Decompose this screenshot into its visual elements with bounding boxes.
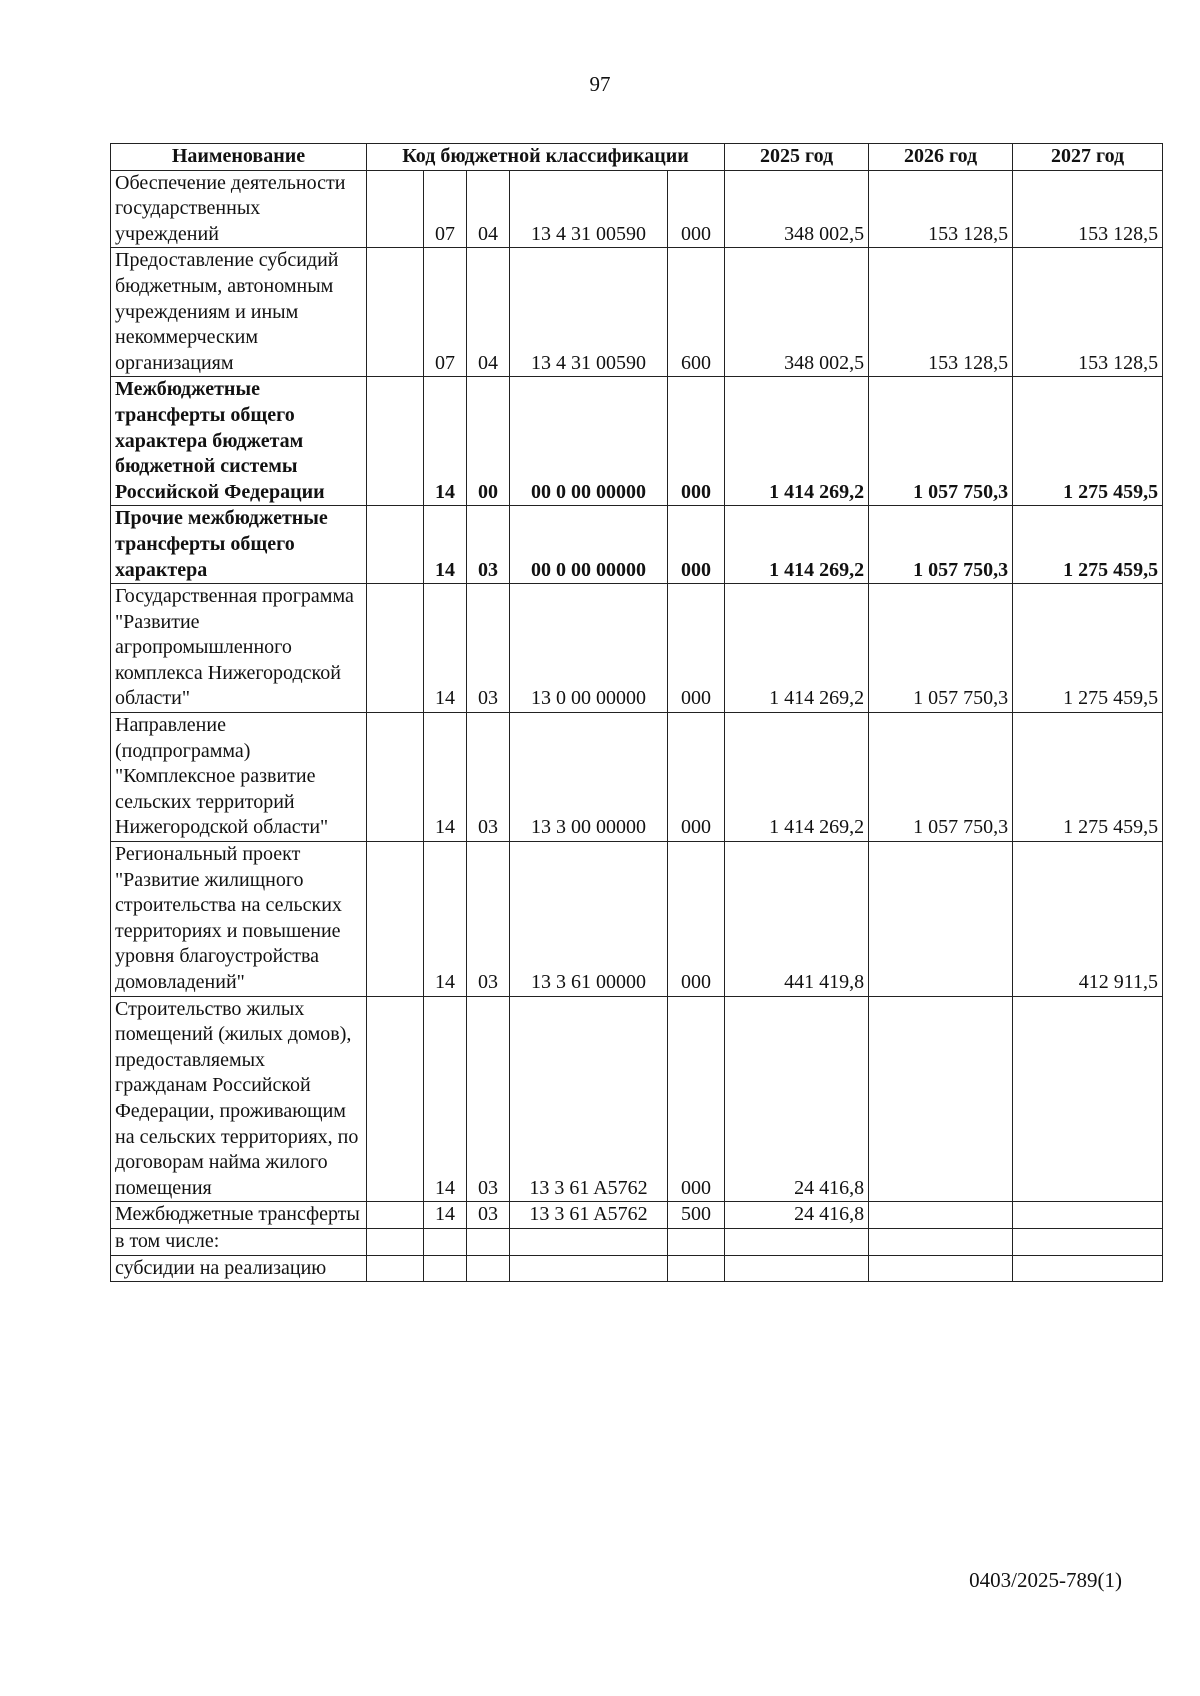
code-part-1 — [367, 1255, 424, 1282]
code-expense-type: 000 — [668, 170, 725, 248]
value-2027: 1 275 459,5 — [1013, 713, 1163, 842]
code-part-1 — [367, 248, 424, 377]
row-name: Предоставление субсидий бюджетным, автономным учреждениям и иным некоммерческим организациям — [111, 248, 367, 377]
row-name: субсидии на реализацию — [111, 1255, 367, 1282]
table-row — [111, 377, 1163, 506]
code-section: 14 — [424, 506, 467, 584]
table-row — [111, 506, 1163, 584]
value-2025 — [725, 1228, 869, 1255]
value-2027: 1 275 459,5 — [1013, 377, 1163, 506]
code-target-article: 13 3 00 00000 — [510, 713, 668, 842]
code-subsection: 03 — [467, 506, 510, 584]
value-2026 — [869, 842, 1013, 997]
code-target-article — [510, 1228, 668, 1255]
code-part-1 — [367, 377, 424, 506]
value-2027: 412 911,5 — [1013, 842, 1163, 997]
value-2026: 1 057 750,3 — [869, 506, 1013, 584]
code-subsection: 03 — [467, 1202, 510, 1229]
code-target-article: 00 0 00 00000 — [510, 377, 668, 506]
row-name: Региональный проект "Развитие жилищного строительства на сельских территориях и повышение уровня благоустройства домовладений" — [111, 842, 367, 997]
code-subsection: 03 — [467, 842, 510, 997]
value-2025: 441 419,8 — [725, 842, 869, 997]
value-2026: 1 057 750,3 — [869, 584, 1013, 713]
code-subsection — [467, 1228, 510, 1255]
code-part-1 — [367, 713, 424, 842]
value-2026 — [869, 1228, 1013, 1255]
value-2026 — [869, 996, 1013, 1202]
table-row — [111, 170, 1163, 248]
code-section: 14 — [424, 377, 467, 506]
code-target-article: 13 3 61 A5762 — [510, 1202, 668, 1229]
table-row — [111, 842, 1163, 997]
header-2026: 2026 год — [869, 144, 1013, 171]
row-name: Межбюджетные трансферты общего характера бюджетам бюджетной системы Российской Федерации — [111, 377, 367, 506]
table-row — [111, 1255, 1163, 1282]
value-2026: 153 128,5 — [869, 170, 1013, 248]
code-section: 07 — [424, 170, 467, 248]
row-name: Прочие межбюджетные трансферты общего характера — [111, 506, 367, 584]
header-name: Наименование — [111, 144, 367, 171]
value-2025: 24 416,8 — [725, 996, 869, 1202]
value-2027: 1 275 459,5 — [1013, 584, 1163, 713]
code-section — [424, 1255, 467, 1282]
code-part-1 — [367, 584, 424, 713]
value-2026: 153 128,5 — [869, 248, 1013, 377]
value-2026: 1 057 750,3 — [869, 377, 1013, 506]
value-2027: 153 128,5 — [1013, 248, 1163, 377]
value-2026 — [869, 1255, 1013, 1282]
code-target-article: 13 3 61 A5762 — [510, 996, 668, 1202]
row-name: Государственная программа "Развитие агропромышленного комплекса Нижегородской области" — [111, 584, 367, 713]
code-target-article: 00 0 00 00000 — [510, 506, 668, 584]
code-section: 14 — [424, 584, 467, 713]
header-code: Код бюджетной классификации — [367, 144, 725, 171]
code-section: 07 — [424, 248, 467, 377]
code-section — [424, 1228, 467, 1255]
budget-table — [110, 143, 1163, 1282]
row-name: Строительство жилых помещений (жилых домов), предоставляемых гражданам Российской Федерации, проживающим на сельских территориях, по договорам найма жилого помещения — [111, 996, 367, 1202]
value-2025: 348 002,5 — [725, 170, 869, 248]
value-2026 — [869, 1202, 1013, 1229]
code-expense-type: 000 — [668, 377, 725, 506]
table-row — [111, 713, 1163, 842]
value-2027 — [1013, 1202, 1163, 1229]
code-target-article: 13 0 00 00000 — [510, 584, 668, 713]
row-name: Направление (подпрограмма) "Комплексное развитие сельских территорий Нижегородской области" — [111, 713, 367, 842]
row-name: Межбюджетные трансферты — [111, 1202, 367, 1229]
value-2025: 348 002,5 — [725, 248, 869, 377]
value-2025: 1 414 269,2 — [725, 377, 869, 506]
value-2025: 1 414 269,2 — [725, 713, 869, 842]
table-header-row — [111, 144, 1163, 171]
table-row — [111, 1228, 1163, 1255]
code-expense-type — [668, 1228, 725, 1255]
value-2025: 1 414 269,2 — [725, 506, 869, 584]
code-subsection: 03 — [467, 996, 510, 1202]
value-2027: 153 128,5 — [1013, 170, 1163, 248]
code-expense-type: 500 — [668, 1202, 725, 1229]
code-section: 14 — [424, 996, 467, 1202]
code-expense-type — [668, 1255, 725, 1282]
value-2026: 1 057 750,3 — [869, 713, 1013, 842]
code-subsection: 03 — [467, 713, 510, 842]
value-2025: 24 416,8 — [725, 1202, 869, 1229]
document-code: 0403/2025-789(1) — [969, 1568, 1122, 1592]
table-row — [111, 996, 1163, 1202]
value-2027 — [1013, 1255, 1163, 1282]
code-part-1 — [367, 996, 424, 1202]
row-name: в том числе: — [111, 1228, 367, 1255]
code-target-article — [510, 1255, 668, 1282]
code-part-1 — [367, 1228, 424, 1255]
code-section: 14 — [424, 713, 467, 842]
header-2025: 2025 год — [725, 144, 869, 171]
code-part-1 — [367, 842, 424, 997]
value-2027 — [1013, 996, 1163, 1202]
table-row — [111, 248, 1163, 377]
value-2025 — [725, 1255, 869, 1282]
code-expense-type: 000 — [668, 506, 725, 584]
code-target-article: 13 4 31 00590 — [510, 248, 668, 377]
code-part-1 — [367, 170, 424, 248]
code-expense-type: 000 — [668, 713, 725, 842]
header-2027: 2027 год — [1013, 144, 1163, 171]
code-subsection: 04 — [467, 170, 510, 248]
code-expense-type: 000 — [668, 996, 725, 1202]
value-2025: 1 414 269,2 — [725, 584, 869, 713]
code-target-article: 13 3 61 00000 — [510, 842, 668, 997]
value-2027: 1 275 459,5 — [1013, 506, 1163, 584]
table-row — [111, 584, 1163, 713]
code-section: 14 — [424, 1202, 467, 1229]
code-expense-type: 000 — [668, 842, 725, 997]
code-section: 14 — [424, 842, 467, 997]
code-subsection — [467, 1255, 510, 1282]
code-subsection: 03 — [467, 584, 510, 713]
code-target-article: 13 4 31 00590 — [510, 170, 668, 248]
value-2027 — [1013, 1228, 1163, 1255]
page-number: 97 — [589, 72, 611, 96]
code-part-1 — [367, 1202, 424, 1229]
table-row — [111, 1202, 1163, 1229]
code-part-1 — [367, 506, 424, 584]
code-subsection: 00 — [467, 377, 510, 506]
code-subsection: 04 — [467, 248, 510, 377]
code-expense-type: 000 — [668, 584, 725, 713]
row-name: Обеспечение деятельности государственных учреждений — [111, 170, 367, 248]
code-expense-type: 600 — [668, 248, 725, 377]
